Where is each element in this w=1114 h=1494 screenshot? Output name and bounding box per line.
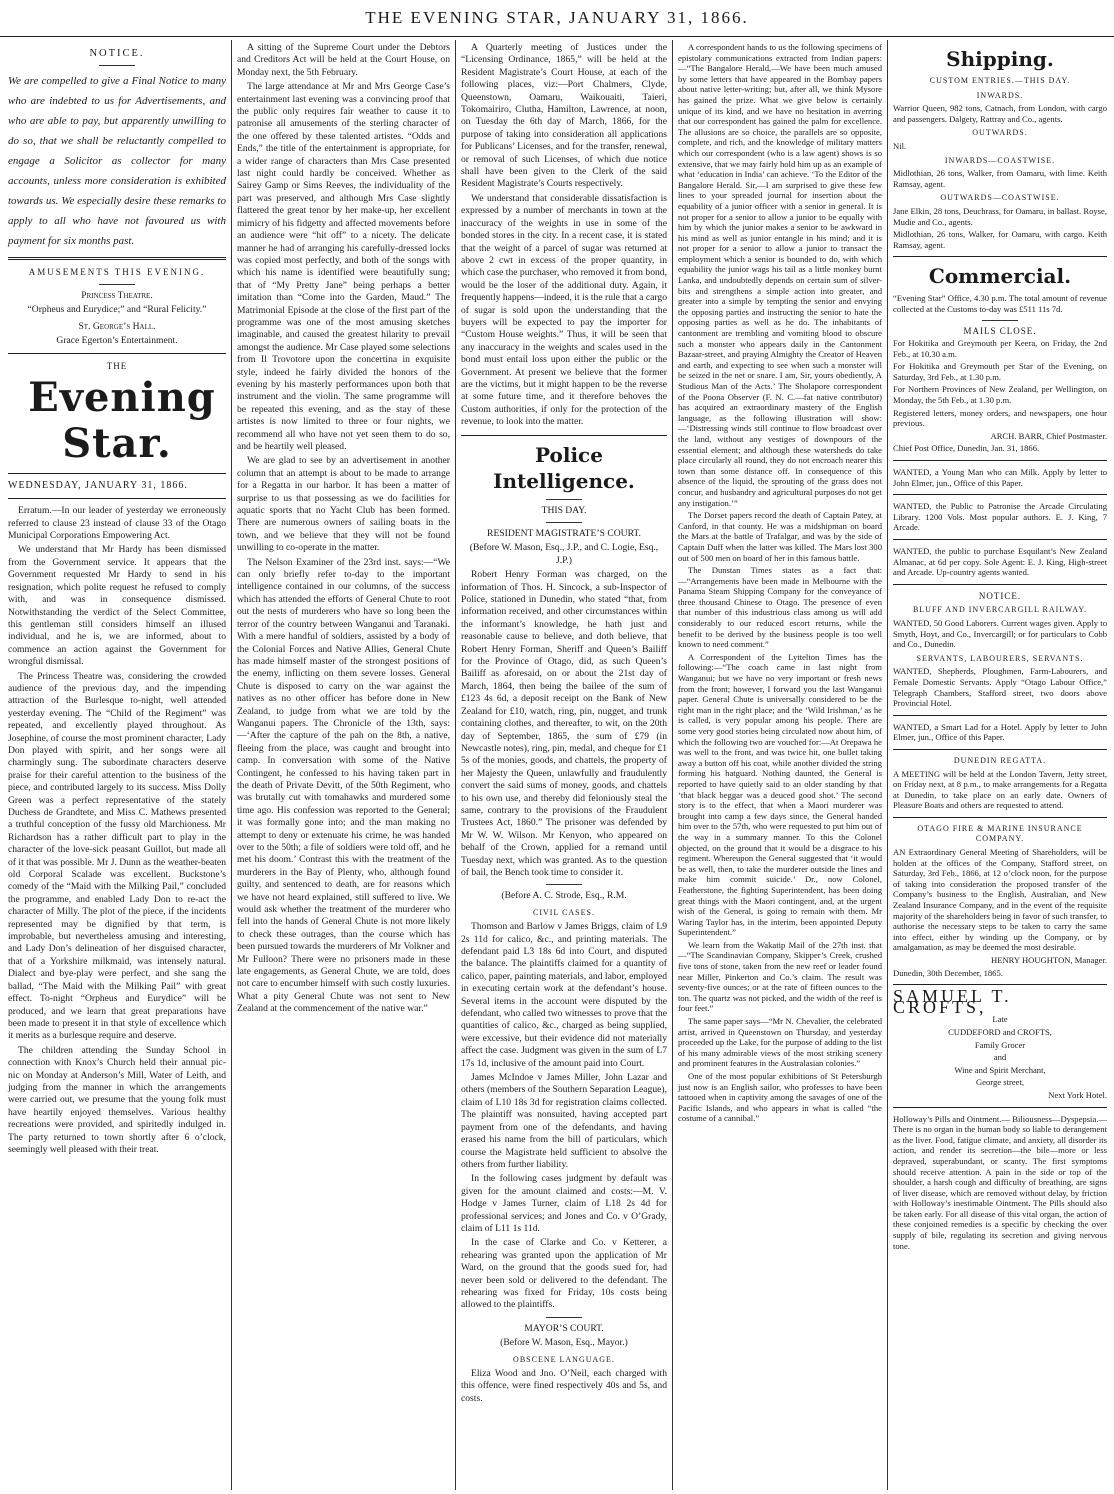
divider <box>546 499 582 500</box>
article-paragraph: The large attendance at Mr and Mrs George Case’s entertainment last evening was a convincing proof that the public only requires fair weather to cause it to patronise all amusements of the sterling character of the one offered by these talented artistes. “Odds and Ends,” the title of the entertainment is appropriate, for a wider range of characters than Mrs Case presented last night could hardly be conceived. Whether as Sairey Gamp or Sims Reeves, the individuality of the part was preserved, and although Mrs Case slightly flattered the great tenor by her make-up, her excellent mimicry of his fidgetty and affected movements before an audience were “hit off” to a nicety. The delicate manner he had of arranging his carefully-dressed locks was copied most perfectly, and both of the songs with which his name is identified were beautifully sung; that of “My Pretty Jane” being perhaps a better imitation than “Come into the Garden, Maud.” The Matrimonial Episode at the close of the first part of the programme was one of the most amusing sketches imaginable, and caused the greatest hilarity to prevail amongst the audience. Mr Case played some selections from Il Trovotore upon the concertina in exquisite style, indeed he fairly divided the honors of the evening by his masterly performances upon both that instrument and the violin. The same programme will be repeated this evening, and as the stay of these artistes is now limited to three or four nights, we recommend all who have not yet seen them to do so, and be heartily well pleased. <box>237 81 450 452</box>
court-bench: (Before W. Mason, Esq., Mayor.) <box>500 1337 628 1349</box>
mail-entry: Registered letters, money orders, and newspapers, one hour previous. <box>893 407 1107 429</box>
divider <box>893 715 1107 716</box>
insurance-date: Dunedin, 30th December, 1865. <box>893 967 1003 978</box>
court-bench: (Before A. C. Strode, Esq., R.M. <box>501 890 627 902</box>
railway-heading: BLUFF AND INVERCARGILL RAILWAY. <box>912 605 1088 615</box>
article-paragraph: We understand that Mr Hardy has been dismissed from the Government service. It appears that the Government requested Mr Hardy to send in his resignation, which polite request he refused to comply with, and was in consequence dismissed. Notwithstanding the verdict of the Select Committee, this gentleman still considers himself an illused individual, and he is, we are informed, about to commence an action against the Government for wrongful dismissal. <box>8 544 226 668</box>
divider <box>8 473 226 474</box>
column-rule <box>672 40 673 1490</box>
this-day-label: THIS DAY. <box>541 504 587 516</box>
custom-entries-label: CUSTOM ENTRIES.—THIS DAY. <box>929 76 1071 85</box>
article-paragraph: A sitting of the Supreme Court under the Debtors and Creditors Act will be held at the Court House, on Monday next, the 5th February. <box>237 42 450 78</box>
divider <box>8 498 226 499</box>
column-1 <box>4 40 230 1492</box>
mail-entry: For Hokitika and Greymouth per Star of the Evening, on Saturday, 3rd Feb., at 1.30 p.m. <box>893 361 1107 382</box>
divider <box>982 320 1018 321</box>
divider <box>546 522 582 523</box>
outwards-label: OUTWARDS. <box>972 128 1028 138</box>
crofts-street: George street, <box>975 1077 1025 1088</box>
obscene-language-label: OBSCENE LANGUAGE. <box>513 1354 615 1364</box>
insurance-heading: OTAGO FIRE & MARINE INSURANCE COMPANY. <box>917 823 1083 844</box>
divider <box>893 494 1107 495</box>
shipping-entry: Midlothian, 26 tons, Walker, from Oamaru, with lime. Keith Ramsay, agent. <box>893 168 1107 189</box>
column-3 <box>457 40 671 1492</box>
article-paragraph: We learn from the Wakatip Mail of the 27th inst. that—“The Scandinavian Company, Skipper’s Creek, crushed five tons of stone, taken from the new reef or leader found near Miller, Pinkerton and Co.’s claim. The result was seventy-five ounces; or at the rate of fifteen ounces to the ton. The quartz was not picked, and the width of the reef is four feet.” <box>678 939 882 1014</box>
divider <box>461 435 667 436</box>
civil-cases-label: CIVIL CASES. <box>533 907 595 917</box>
mail-entry: For Northern Provinces of New Zealand, per Wellington, on Monday, the 5th Feb., at 1.30 p.m. <box>893 384 1107 406</box>
notice-body: We are compelled to give a Final Notice to many who are indebted to us for Advertisements, and who are able to pay, but apparently unwilling to do so, that we shall be reluctantly compelled to engage a Solicitor as collector for many accounts, unless more consideration is exhibited towards us. We especially desire these remarks to apply to all who have not favoured us with payment for six months past. <box>8 75 226 248</box>
article-paragraph: Eliza Wood and Jno. O’Neil, each charged with this offence, were fined respectively 40s and 5s, and costs. <box>461 1368 667 1404</box>
article-paragraph: We are glad to see by an advertisement in another column that an attempt is about to be made to arrange for a Regatta in our harbor. It has been a matter of surprise to us that possessing as we do facilities for aquatic sports that no Yacht Club has been formed. There are numerous owners of sailing boats in the town, and we believe that they will not be found unwilling to co-operate in the matter. <box>237 455 450 554</box>
article-paragraph: Erratum.—In our leader of yesterday we erroneously referred to clause 23 instead of clause 33 of the Otago Municipal Corporations Empowering Act. <box>8 505 226 542</box>
classified-ad: WANTED, the Public to Patronise the Arcade Circulating Library. 1200 Vols. Most popular authors. E. J. King, 7 Arcade. <box>893 501 1107 533</box>
divider <box>99 65 135 66</box>
article-paragraph: The same paper says—“Mr N. Chevalier, the celebrated artist, arrived in Queenstown on Thursday, and yesterday proceeded up the Lake, for the purpose of adding to the list of his many admirable views of the most striking scenery and prominent features in the Australasian colonies.” <box>678 1016 882 1069</box>
classified-ad: A MEETING will be held at the London Tavern, Jetty street, on Friday next, at 8 p.m., to make arrangements for a Regatta at Dunedin, to take place on an early date. Owners of Pleasure Boats and others are requested to attend. <box>893 768 1107 811</box>
divider <box>546 884 582 885</box>
column-5 <box>889 40 1111 1492</box>
divider <box>893 749 1107 750</box>
theatre-show: “Orpheus and Eurydice;” and “Rural Felicity.” <box>27 304 207 316</box>
crofts-firm: CUDDEFORD and CROFTS, <box>948 1026 1052 1037</box>
holloway-ad: Holloway’s Pills and Ointment.— Biliousness—Dyspepsia.—There is no organ in the human body so liable to derangement as the liver. Food, fatigue climate, and anxiety, all disorder its action, and render its secretion—the bile—more or less depraved, superabundant, or scanty. The first symptoms should receive attention. A pain in the side or top of the shoulder, a harsh cough and difficulty of breathing, are signs of liver disease, which are removed without delay, by friction with Holloway’s inestimable Ointment. The Pills should also be taken early. For all disease of this vital organ, the action of these conjoined remedies is a specific by checking the over supply of bile, regulating its secretion and giving nervous tone. <box>893 1113 1107 1251</box>
column-2 <box>233 40 454 1492</box>
article-paragraph: A correspondent hands to us the following specimens of epistolary communications extracted from Indian papers:—“The Bangalore Herald,—We have been much amused by some letters that have appeared in the Bombay papers about native letter-writing; but, after all, we think Mysore has gained the prize. What we give below is certainly unique of its kind, and we have no hesitation in averring that our correspondent has gained the palm for excellence. The allusions are so choice, the parallels are so opposite, complete, and rich, and the knowledge of military matters which our correspondent (who is a law agent) shows is so extensive, that we may fairly hold him up as an example of what ‘education in India’ can achieve. ‘To the Editor of the Bangalore Herald. Sir,—I am surprised to give these few lines to your spreaded journal for insertion about the equability of a junior officer with a senior in general. It is not proper for a senior to allow a junior to be equally with him by which the junior makes a senior to be awkward in his mind as well as junior entangle in his mind; and it is not proper for a senior to allow a junior to transact the employment which a senior is bounded to do, with which equability the junior wags his tail as a little monkey burnt Lanka, and undoubtedly depends on certain sum of silver-bits and strengthens a simple action into greater, and greater into a simple by tempting the senior and envying the opposing parties and instructing the senior to hate the opposing parties as well as he do. The inhabitants of cantonment are trembling and vomiting blood to obscure such a monster who appears daily in the Cantonment Bazaar-street, and praying Almighty the Creator of Heaven and earth, and expecting to see when such a monster will be seized in the net or snare. I am, Sir, yours obediently, A Studious Man of the Acts.’ The Sholapore correspondent of the Poona Observer (F. N. C.—fat native contributor) has acquired an extraordinary mastery of the English language, as the following illustration will show:—‘Distressing winds still continue to flow broadcast over the land, without any vestiges of downpours of the essential element; and although these watersheds do take place circularly all round, they do not encroach nearer this town than some distance off. In consequence of this absence of the liquid, the sprouting of the grass does not concur, and husbandry and agricultural purposes do not get any instigation.’” <box>678 42 882 508</box>
shipping-heading: Shipping. <box>946 47 1054 71</box>
divider <box>893 539 1107 540</box>
court-heading: MAYOR’S COURT. <box>524 1322 604 1334</box>
divider <box>8 257 226 260</box>
column-rule <box>455 40 456 1490</box>
notice-heading: NOTICE. <box>978 590 1022 601</box>
classified-ad: WANTED, 50 Good Laborers. Current wages given. Apply to Smyth, Hoyt, and Co., Invercargill; or for particulars to Cobb and Co., Dunedin. <box>893 617 1107 650</box>
column-4 <box>674 40 886 1492</box>
article-paragraph: One of the most popular exhibitions of St Petersburgh just now is an English sailor, who professes to have been tattooed when in captivity among the savages of one of the Pacific Islands, and who appears in what is called “the costume of a cannibal.” <box>678 1071 882 1124</box>
article-paragraph: James McIndoe v James Miller, John Lazar and others (members of the Southern Separation League), claim of L10 18s 3d for registration claims collected. The plaintiff was nonsuited, having accepted part payment from one of the defendants, and having erased his name from the bill of particulars, which course the Magistrate held sufficient to absolve the others from further liability. <box>461 1072 667 1170</box>
outwards-coastwise-label: OUTWARDS—COASTWISE. <box>940 193 1060 203</box>
article-paragraph: In the following cases judgment by default was given for the amount claimed and costs:—M. V. Hodge v James Turner, claim of L18 2s 4d for professional services; and Jones and Co. v O’Grady, claim of L11 1s 11d. <box>461 1173 667 1234</box>
court-heading: RESIDENT MAGISTRATE’S COURT. <box>487 528 641 539</box>
notice-heading: NOTICE. <box>89 48 145 59</box>
regatta-heading: DUNEDIN REGATTA. <box>953 755 1047 765</box>
court-bench: (Before W. Mason, Esq., J.P., and C. Logie, Esq., J.P.) <box>469 542 659 566</box>
divider <box>893 256 1107 257</box>
divider <box>893 460 1107 461</box>
servants-heading: SERVANTS, LABOURERS, SERVANTS. <box>916 653 1084 663</box>
article-paragraph: A Quarterly meeting of Justices under the “Licensing Ordinance, 1865,” will be held at the Resident Magistrate’s Court House, at each of the following places, viz:—Port Chalmers, Clyde, Queenstown, Oamaru, Waikouaiti, Taieri, Tokomairiro, Clutha, Hamilton, Lawrence, at noon, on Tuesday the 6th day of March, 1866, for the purpose of taking into consideration all applications for Publicans’ Licenses, and for the transfer, renewal, or removal of such Licenses, of which due notice shall have been given to the Clerk of the said Resident Magistrate’s Courts respectively. <box>461 42 667 190</box>
classified-ad: WANTED, Shepherds, Ploughmen, Farm-Labourers, and Female Domestic Servants. Apply “Otago Labour Office,” Telegraph Chambers, Stafford street, two doors above Provincial Hotel. <box>893 666 1107 709</box>
article-paragraph: The Nelson Examiner of the 23rd inst. says:—“We can only briefly refer to-day to the important intelligence contained in our columns, of the success which has attended the efforts of General Chute to root out the nests of murderers who have so long been the terror of the country between Wanganui and Taranaki. With a mere handful of soldiers, assisted by a body of the Colonial Forces and Native Allies, General Chute has made himself master of the strongest positions of the enemy, inflicting on them severe losses. General Chute is disposed to carry on the war against the natives as no other officer has before done in New Zealand, to judge from what we are told by the Wanganui papers. The Chronicle of the 13th, says: —‘After the capture of the pah on the 8th, a native, fleeing from the place, was caught and brought into camp. In conversation with some of the Native Contingent, he confessed to his having taken part in the death of Private Devitt, of the 50th Regiment, who was brutally cut with tomahawks and murdered some time ago. His confession was reported to the General; it was formally gone into; and the man making no attempt to deny or extenuate his crime, he was handed over to the 50th; a file of soldiers were told off, and he met his doom.’ Contrast this with the treatment of the murderers in the Bay of Plenty, who, although found guilty, and sentenced to death, are for reasons which we have not heard explained, still suffered to live. We would ask whether the treatment of the murderer who fell into the hands of General Chute is not more likely to check these outrages, than the course which has been pursued towards the murderers of Mr Volkner and Mr Fulloon? There were no prisoners made in these late engagements, as General Chute, we are told, does not care to encumber himself with such costly luxuries. What a pity General Chute was not sent to New Zealand at the commencement of the native war.” <box>237 556 450 1015</box>
theatre-name: Princess Theatre. <box>81 289 153 301</box>
post-office-date: Chief Post Office, Dunedin, Jan. 31, 1866. <box>893 443 1040 454</box>
crofts-and: and <box>993 1052 1007 1063</box>
article-paragraph: The children attending the Sunday School in connection with Knox’s Church held their annual pic-nic on Monday at Anderson’s Mill, Water of Leith, and judging from the manner in which the arrangements were carried out, we presume that the young folk must have heartily enjoyed themselves. Various healthy recreations were provided, and spiritedly indulged in. The party returned to town shortly after 6 o’clock, seemingly well pleased with their treat. <box>8 1044 226 1155</box>
column-rule <box>887 40 888 1490</box>
classified-ad: WANTED, the public to purchase Esquilant’s New Zealand Almanac, at 6d per copy. Sole Agent: E. J. King, High-street and Arcade. Up-country agents wanted. <box>893 546 1107 578</box>
divider <box>893 817 1107 818</box>
divider <box>893 1107 1107 1108</box>
shipping-entry: Midlothian, 26 tons, Walker, for Oamaru, with cargo. Keith Ramsay, agent. <box>893 229 1107 250</box>
divider <box>8 353 226 354</box>
dateline: WEDNESDAY, JANUARY 31, 1866. <box>8 479 188 491</box>
article-paragraph: Robert Henry Forman was charged, on the information of Thos. H. Sincock, a sub-Inspector of Police, stationed in Dunedin, who stated “that, from information received, and other circumstances within the informant’s knowledge, he hath just and reasonable cause to believe, and doth believe, that Robert Henry Forman, Sheriff and Queen’s Bailiff for the Province of Otago, did, as such Queen’s Bailiff as aforesaid, on or about the 21st day of March, 1864, then being the bailee of the sum of £123 4s 6d, a deposit receipt on the Bank of New Zealand for £10, watch, ring, pin, nugget, and trunk containing clothes, and thereafter, to wit, on the 20th day of September, 1865, the sum of £79 (in Newcastle notes), ring, pin, medal, and cheque for £1 5s of the monies, goods, and chattels, the property of her Majesty the Queen, unlawfully and fraudulently convert the said sums of money, goods, and chattels to his own use, and thereby did feloniously steal the same, contrary to the provisions of the Fraudulent Trustees Act, 1860.” The prisoner was defended by Mr W. W. Wilson. Mr Kenyon, who appeared on behalf of the Crown, applied for a remand until Tuesday next, which was granted. As to the question of bail, the Bench took time to consider it. <box>461 569 667 878</box>
article-paragraph: Thomson and Barlow v James Briggs, claim of L9 2s 11d for calico, &c., and printing materials. The defendant paid L3 18s 6d into Court, and disputed the balance. The plaintiffs claimed for a quantity of calico, paper, painting materials, and labor, employed in executing certain work at the defendant’s house. Several items in the account were disputed by the defendant, who called two witnesses to prove that the quantities of calico, &c., charged as being supplied, were excessive, but their evidence did not materially affect the case. Judgment was given in the sum of L7 17s 1d, inclusive of the amount paid into Court. <box>461 921 667 1069</box>
article-paragraph: The Princess Theatre was, considering the crowded audience of the previous day, and the impending attraction of the Burlesque to-night, well attended yesterday evening. The “Child of the Regiment” was repeated, and excellently played throughout. As Josephine, of course the most prominent character, Lady Don played with spirit, and her songs were all charmingly sung. The subordinate characters deserve praise for their careful attention to the business of the piece, and contributed largely to its success. Miss Dolly Green was a perfect representative of the stately Duchess de Grandtete, and Miss C. Mathews presented a truthful conception of the fussy old Marchioness. Mr Richardson has a rather difficult part to play in the character of the love-sick peasant Guillot, but made all of it that was possible. Mr J. Dunn as the weather-beaten old Corporal Scalade was excellent. Buckstone’s comedy of the “Maid with the Milking Pail,” concluded the programme, and enabled Lady Don to re-act the character of Milly. The plot of the piece, if the incidents represented may be dignified by that term, is improbable, but nevertheless amusing and interesting, and Lady Don’s delineation of her disguised character, that of a Yorkshire milkmaid, was intensely natural. Dialect and bye-play were perfect, and she sang the ballad, “The Maid with the Milking Pail” with great effect. To-night “Orpheus and Eurydice” will be produced, and we learn that great preparations have been made to present it in that style of excellence which it merits as a burlesque require and deserve. <box>8 670 226 1042</box>
article-paragraph: The Dorset papers record the death of Captain Patey, at Canford, in that county. He was a midshipman on board the Mars at the battle of Trafalgar, and was by the side of Captain Duff when the latter was killed. The Mars lost 300 out of 500 men on board of her in this famous battle. <box>678 510 882 563</box>
article-paragraph: We understand that considerable dissatisfaction is expressed by a number of merchants in town at the inaccuracy of the weights in use in some of the bonded stores in the city. In a recent case, it is stated that the weight of a parcel of sugar was returned at above 2 cwt in excess of the proper quantity, in which case the purchaser, who removed it from bond, would be the loser of the additional duty. Again, it frequently happens—indeed, it is the rule that a cargo of sugar is sold upon the understanding that the buyers will be expected to pay the importer for “Custom House weights.” Thus, it will be seen that any inaccuracy in the weights and scales used in the bond must entail loss upon either the public or the Government. At present we believe that the former are the victims, but it might happen to be the reverse at some future time, and it therefore behoves the Custom authorities, if only for the protection of the revenue, to look into the matter. <box>461 192 667 428</box>
manager-signature: HENRY HOUGHTON, Manager. <box>990 955 1107 965</box>
masthead: THE EVENING STAR, JANUARY 31, 1866. <box>0 0 1114 37</box>
shipping-entry: Nil. <box>893 140 907 151</box>
newspaper-title: Evening Star. <box>28 373 216 467</box>
hall-name: St. George’s Hall. <box>78 320 156 332</box>
commercial-text: “Evening Star” Office, 4.30 p.m. The total amount of revenue collected at the Customs to-day was £511 11s 7d. <box>893 293 1107 314</box>
hall-show: Grace Egerton’s Entertainment. <box>56 335 178 347</box>
crofts-family: Family Grocer <box>974 1039 1026 1050</box>
column-rule <box>231 40 232 1490</box>
title-the: THE <box>106 361 128 372</box>
article-paragraph: The Dunstan Times states as a fact that:—“Arrangements have been made in Melbourne with the Panama Steam Shipping Company for the conveyance of three thousand Chinese to Otago. The presence of even that number of this industrious class among us will add considerably to our reduced escort returns, while the benefit to be derived by the business people is too well known to need comment.” <box>678 565 882 650</box>
mail-entry: For Hokitika and Greymouth per Keera, on Friday, the 2nd Feb., at 10.30 a.m. <box>893 338 1107 359</box>
classified-ad: AN Extraordinary General Meeting of Shareholders, will be holden at the offices of the Company, Stafford street, on Saturday, 3rd Feb., 1866, at 12 o’clock noon, for the purpose of taking into consideration the proposed transfer of the Company’s business to the English, Australian, and New Zealand Insurance Company, and in the event of the requisite majority of the shareholders being in favor of such transfer, to authorise the necessary steps to be taken to carry the same into effect, either by winding up the Company, or by amalgamation, as may be deemed the most desirable. <box>893 847 1107 953</box>
crofts-next: Next York Hotel. <box>1048 1089 1107 1100</box>
commercial-heading: Commercial. <box>928 264 1072 289</box>
classified-ad: WANTED, a Young Man who can Milk. Apply by letter to John Elmer, jun., Office of this Paper. <box>893 467 1107 488</box>
divider <box>99 284 135 285</box>
inwards-coastwise-label: INWARDS—COASTWISE. <box>944 155 1056 165</box>
article-paragraph: A Correspondent of the Lyttelton Times has the following:—“The coach came in last night from Wanganui; but we have no very important or fresh news from the front; however, I forward you the last Wanganui paper. General Chute is universally considered to be the right man in the right place; and the ‘Wild Irishman,’ as he is called, is very popular among his people. There are some very good stories being circulated now about him, of which the following two are vouched for:—At Orepawa he was well to the front, and was twice hit, one bullet taking away a button off his coat, while another divided the string forming his hatguard. Nothing daunted, the General is reported to have quietly said to an older standing by that ‘that black beggar was a deuced good shot.’ The second story is to the effect, that when a Maori murderer was brought into camp a few days since, the General handed him over to the 57th, who were requested to put him out of the way in a summary manner. To this the Colonel objected, on the ground that it would be a disgrace to his regiment. Whereupon the General suggested that ‘it would be as well, then, to take the murderer outside the lines and make him commit suicide.’ Dr., now Colonel, Featherstone, the fighting Superintendent, has been doing great things with the Maori contingent, and, at the urgent wish of the General, is going to remain with them. Mr Waring Taylor has, in the interim, been appointed Deputy Superintendent.” <box>678 651 882 938</box>
shipping-entry: Jane Elkin, 28 tons, Deuchrass, for Oamaru, in ballast. Royse, Mudie and Co., agents. <box>893 205 1107 227</box>
mails-heading: MAILS CLOSE. <box>963 325 1037 336</box>
police-intelligence-heading: Police Intelligence. <box>493 442 635 493</box>
inwards-label: INWARDS. <box>976 90 1024 100</box>
crofts-wine: Wine and Spirit Merchant, <box>954 1064 1046 1075</box>
divider <box>546 1317 582 1318</box>
divider <box>893 584 1107 585</box>
crofts-late: Late <box>992 1014 1008 1025</box>
amusements-heading: AMUSEMENTS THIS EVENING. <box>28 267 206 278</box>
divider <box>893 984 1107 985</box>
postmaster-signature: ARCH. BARR, Chief Postmaster. <box>990 430 1107 441</box>
classified-ad: WANTED, a Smart Lad for a Hotel. Apply by letter to John Elmer, jun., Office of this Paper. <box>893 721 1107 743</box>
crofts-name: SAMUEL T. CROFTS, <box>893 986 1012 1017</box>
shipping-entry: Warrior Queen, 982 tons, Catnach, from London, with cargo and passengers. Dalgety, Rattray and Co., agents. <box>893 103 1107 124</box>
article-paragraph: In the case of Clarke and Co. v Ketterer, a rehearing was granted upon the application of Mr Ward, on the ground that the goods sued for, had never been sold or delivered to the defendant. The rehearing was fixed for Friday, 10s costs being allowed to the plaintiffs. <box>461 1237 667 1311</box>
